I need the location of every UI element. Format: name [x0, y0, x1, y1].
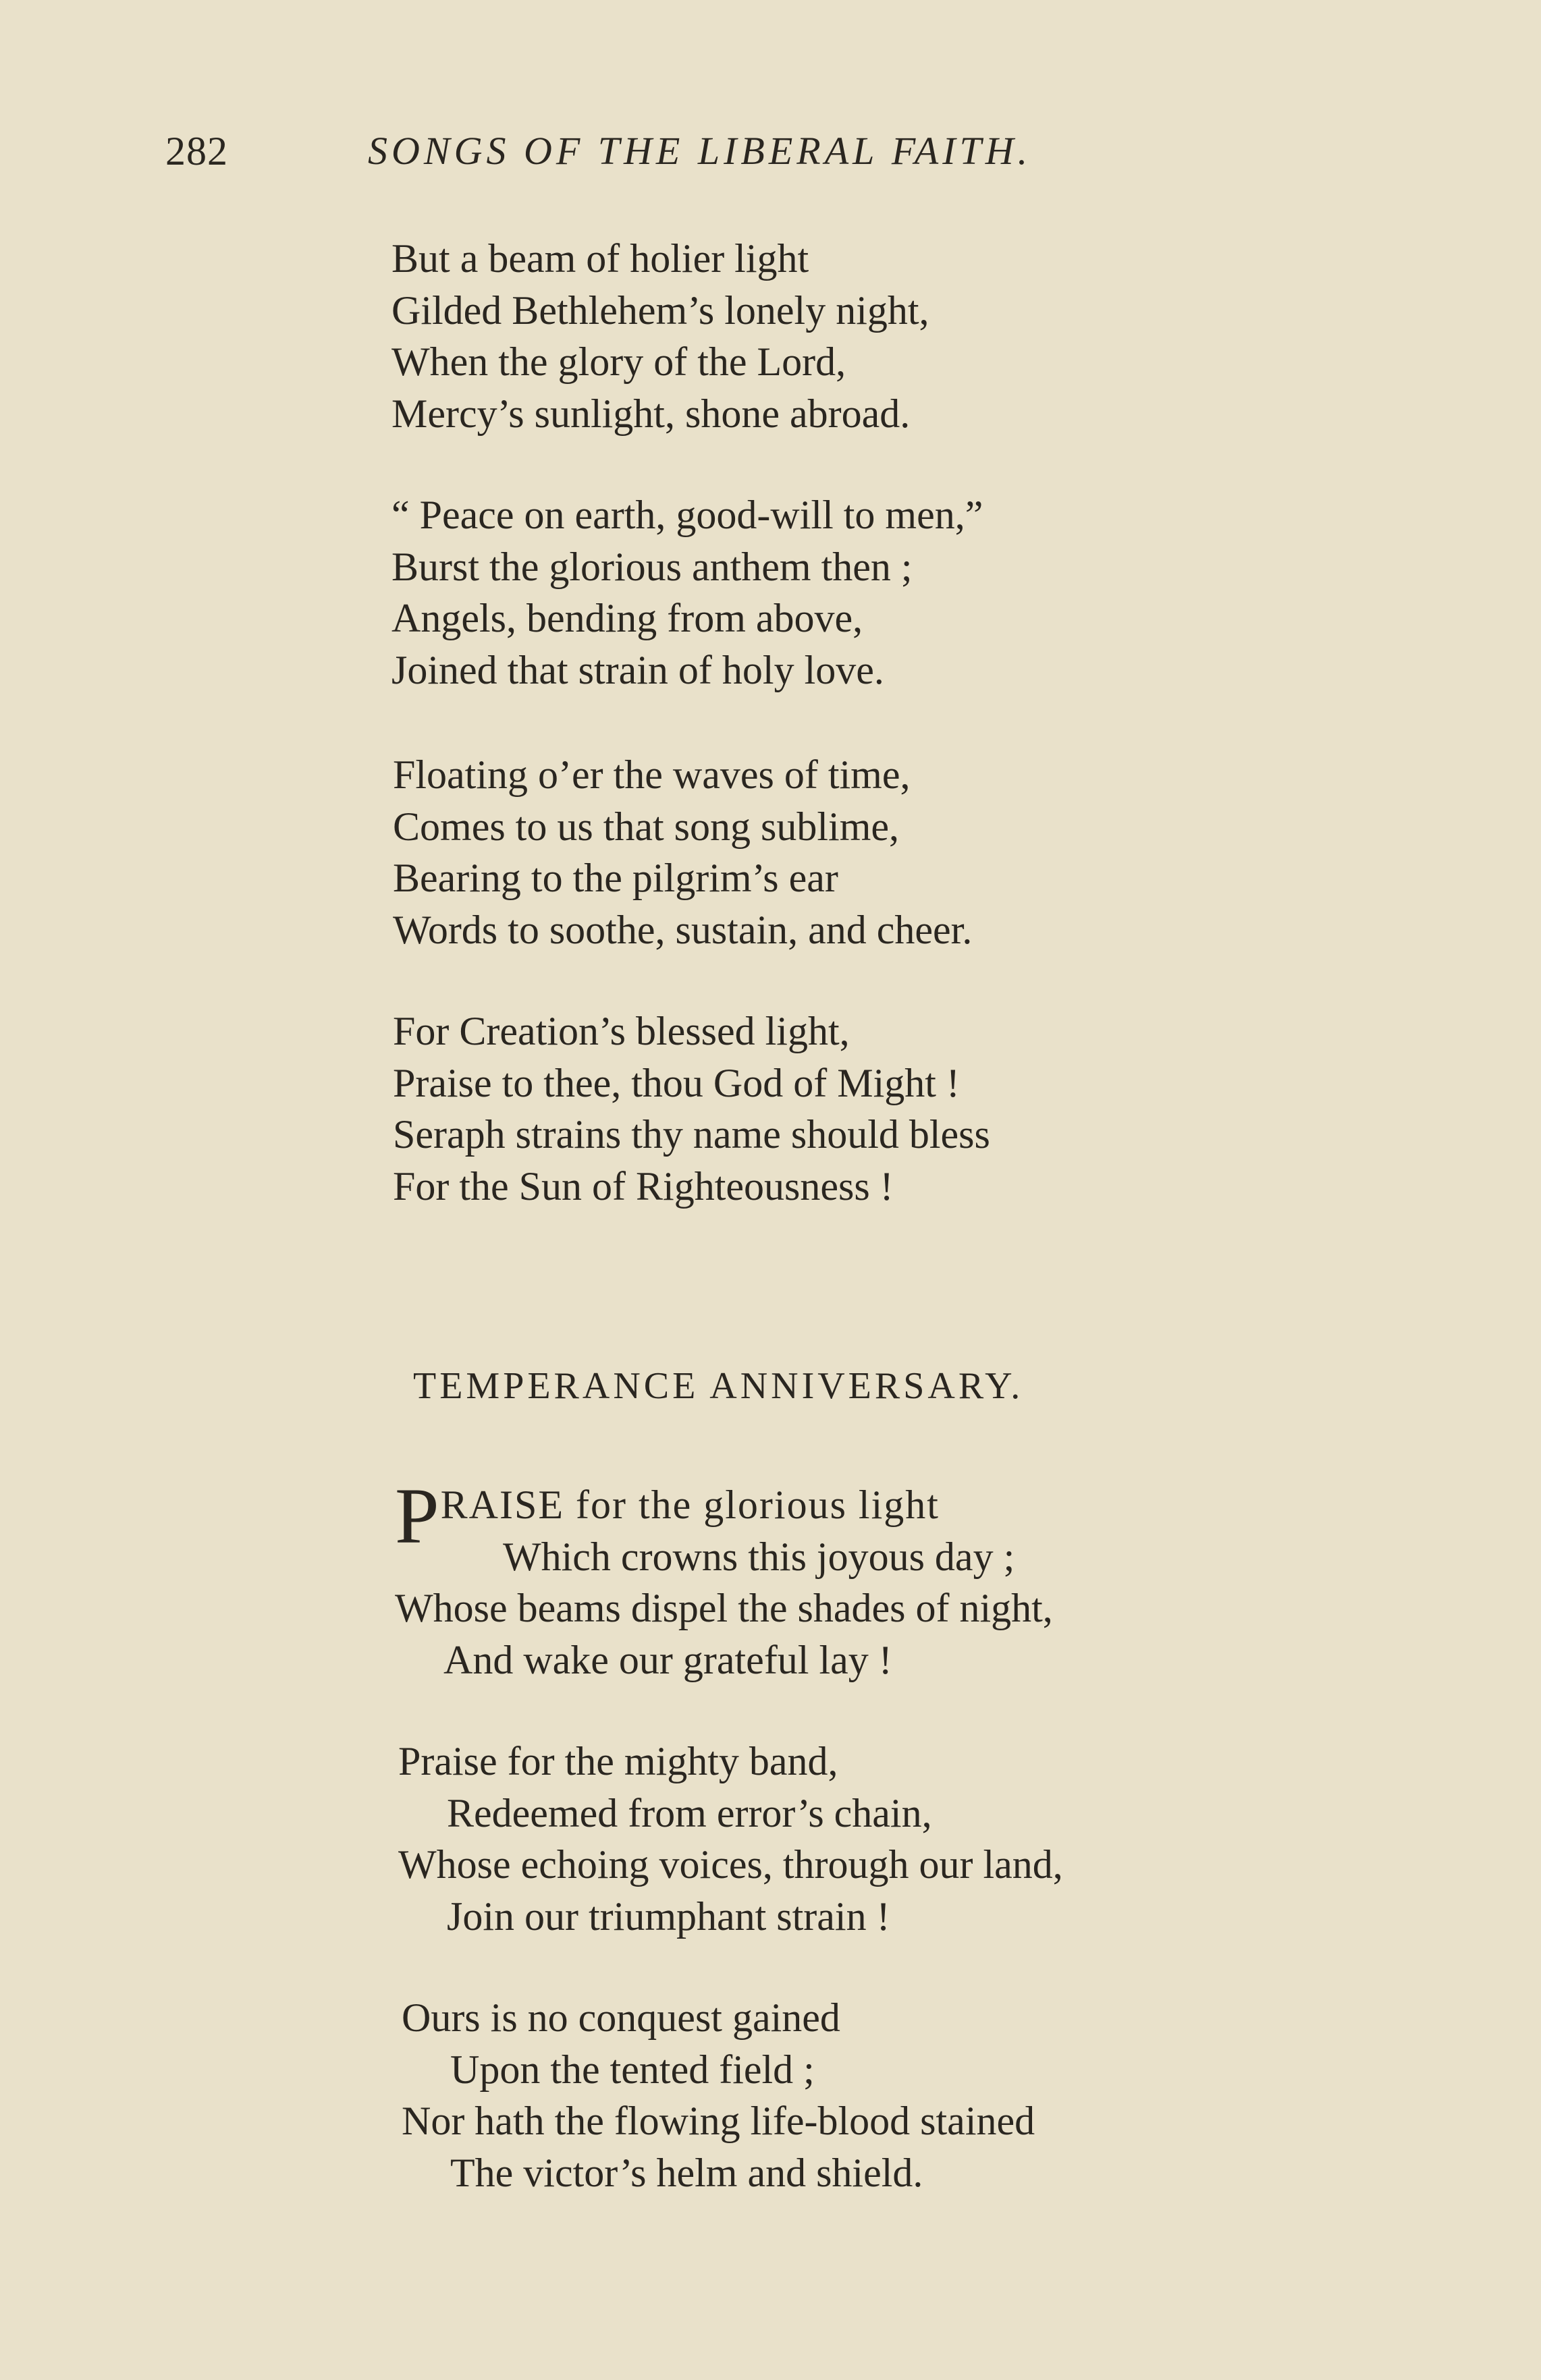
verse-line: Join our triumphant strain !: [447, 1893, 890, 1939]
verse-line: Floating o’er the waves of time,: [393, 752, 911, 797]
poem1-stanza-2: [391, 489, 983, 696]
verse-line: Gilded Bethlehem’s lonely night,: [391, 287, 929, 333]
verse-line: RAISE for the glorious light: [440, 1483, 940, 1527]
verse-line: Redeemed from error’s chain,: [447, 1790, 932, 1835]
verse-line: Upon the tented field ;: [450, 2047, 815, 2092]
poem1-stanza-4: [393, 1005, 990, 1212]
verse-line: Praise to thee, thou God of Might !: [393, 1060, 960, 1105]
poem1-stanza-1: [391, 233, 929, 439]
drop-cap: P: [395, 1472, 439, 1560]
page-number: 282: [165, 129, 228, 173]
verse-line: Whose echoing voices, through our land,: [398, 1842, 1063, 1887]
verse-line: Seraph strains thy name should bless: [393, 1112, 990, 1157]
verse-line: Whose beams dispel the shades of night,: [395, 1586, 1053, 1630]
page-header: [165, 128, 1191, 182]
verse-line: Which crowns this joyous day ;: [503, 1534, 1015, 1579]
verse-line: The victor’s helm and shield.: [450, 2150, 923, 2195]
verse-line: When the glory of the Lord,: [391, 339, 846, 384]
verse-line: For the Sun of Righteousness !: [393, 1163, 894, 1209]
poem1-stanza-3: [393, 749, 972, 956]
poem2-stanza-3: [402, 1992, 1035, 2198]
verse-line: Words to soothe, sustain, and cheer.: [393, 907, 973, 952]
poem2-stanza-2: [398, 1736, 1063, 1942]
verse-line: Bearing to the pilgrim’s ear: [393, 856, 838, 900]
verse-line: Ours is no conquest gained: [402, 1995, 840, 2040]
verse-line: But a beam of holier light: [391, 236, 809, 281]
verse-line: And wake our grateful lay !: [443, 1637, 892, 1682]
verse-line: “ Peace on earth, good-will to men,”: [391, 493, 983, 537]
verse-line: Burst the glorious anthem then ;: [391, 544, 913, 589]
poem-title: TEMPERANCE ANNIVERSARY.: [413, 1365, 1024, 1407]
verse-line: Mercy’s sunlight, shone abroad.: [391, 391, 911, 436]
verse-line: Angels, bending from above,: [391, 596, 863, 640]
verse-line: Comes to us that song sublime,: [393, 804, 899, 849]
running-title: SONGS OF THE LIBERAL FAITH.: [368, 129, 1032, 173]
poem2-stanza-1: [395, 1472, 1053, 1686]
verse-line: Praise for the mighty band,: [398, 1739, 838, 1783]
verse-line: For Creation’s blessed light,: [393, 1009, 850, 1053]
verse-line: Nor hath the flowing life-blood stained: [402, 2099, 1035, 2143]
verse-line: Joined that strain of holy love.: [391, 647, 884, 692]
